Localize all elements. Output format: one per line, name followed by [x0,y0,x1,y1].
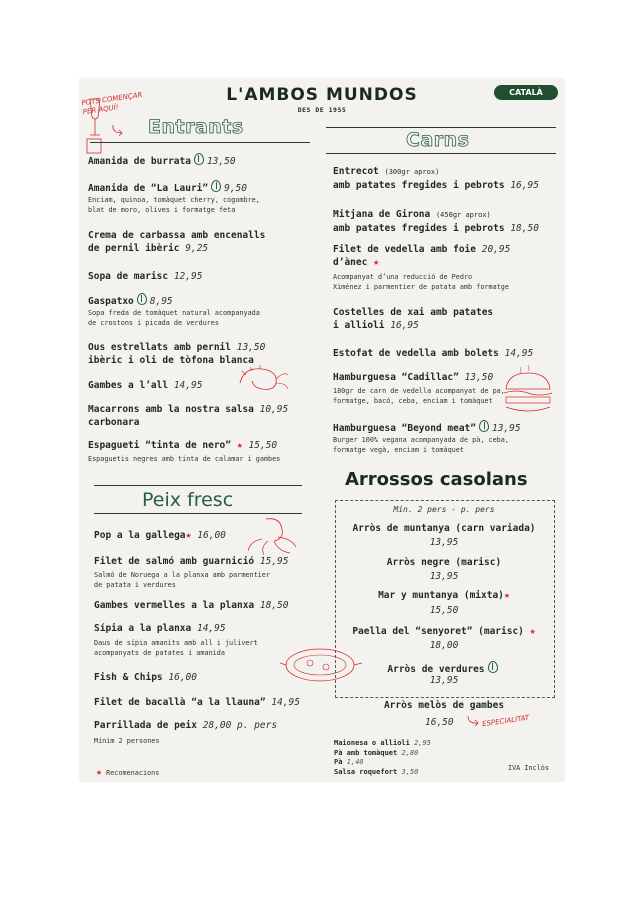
extra-item: Pà amb tomàquet 2,80 [334,748,419,757]
item-description: Sopa freda de tomàquet natural acompanyada de crostons i picada de verdures [88,309,260,327]
menu-page [80,79,564,781]
menu-item: Hamburguesa “Beyond meat” 13,95 [333,420,521,435]
menu-item: Espagueti “tinta de nero” ★ 15,50 [88,440,278,451]
extras-list [334,739,431,777]
recommended-star-icon: ★ [96,767,103,778]
menu-item: Crema de carbassa amb encenalls de pernil ibèric 9,25 [88,230,266,254]
arrow-doodle-icon [110,123,126,137]
menu-item: Sípia a la planxa 14,95 [94,623,226,634]
section-title-peix-fresc: Peix fresc [142,489,234,511]
rice-price: 13,95 [429,537,459,548]
menu-item: Fish & Chips 16,00 [94,672,197,683]
start-here-note: POTS COMENÇAR PER AQUÍ! [81,90,143,117]
menu-item: Estofat de vedella amb bolets 14,95 [333,348,534,359]
vegetarian-leaf-icon [194,153,204,165]
item-description: Espaguetis negres amb tinta de calamar i gambes [88,455,281,463]
item-description: Enciam, quinoa, tomàquet cherry, cogombre, blat de moro, olives i formatge feta [88,196,260,214]
section-title-carns: Carns [406,129,470,151]
item-description: Salmó de Noruega a la planxa amb parmentier de patata i verdures [94,571,270,589]
since-tagline: DES DE 1955 [297,106,347,114]
item-description: 180gr de carn de vedella acompanyat de pa, formatge, bacó, ceba, enciam i tomàquet [333,387,505,405]
arrow-doodle-icon [466,715,480,727]
recommended-star-icon: ★ [503,590,510,601]
menu-item: Hamburguesa “Cadillac” 13,50 [333,372,494,383]
menu-item: Filet de vedella amb foie 20,95 d’ànec ★ [333,244,511,268]
octopus-doodle-icon [238,513,302,561]
vegetarian-leaf-icon [211,180,221,192]
menu-item: Amanida de burrata 13,50 [88,153,236,168]
rice-price: 13,95 [429,571,459,582]
vegetarian-leaf-icon [488,661,498,673]
extra-item: Pà 1,40 [334,758,364,766]
section-title-arrossos: Arrossos casolans [345,469,528,490]
menu-item: Ous estrellats amb pernil 13,50 ibèric i oli de tòfona blanca [88,342,266,366]
rice-price: 15,50 [429,605,459,616]
shrimp-doodle-icon [232,361,290,399]
menu-item: Mitjana de Girona (450gr aprox) amb patates fregides i pebrots 18,50 [333,209,539,234]
recommended-star-icon: ★ [236,440,243,451]
menu-item: Amanida de “La Lauri” 9,50 [88,180,247,195]
rice-price: 13,95 [429,675,459,686]
recommendations-legend: ★ Recomenacions [96,767,160,778]
item-description: Acompanyat d’una reducció de Pedro Ximénez i parmentier de patata amb formatge [333,273,509,291]
divider [326,153,556,154]
recommended-star-icon: ★ [373,257,380,268]
recommended-star-icon: ★ [529,626,536,637]
menu-item: Gambes a l’all 14,95 [88,380,203,391]
rice-item: Paella del “senyoret” (marisc) ★ [352,626,536,637]
menu-item: Gaspatxo 8,95 [88,293,173,308]
rice-price: 18,00 [429,640,459,651]
menu-item: Filet de bacallà “a la llauna” 14,95 [94,697,300,708]
extra-item: Salsa roquefort 3,50 [334,767,419,776]
divider [94,485,302,486]
menu-item: Pop a la gallega★ 16,00 [94,530,226,541]
item-description: Burger 100% vegana acompanyada de pà, ceba, formatge vegà, enciam i tomàquet [333,436,509,454]
menu-item: Entrecot (300gr aprox) amb patates fregides i pebrots 16,95 [333,166,539,191]
glass-doodle-icon [84,95,106,155]
menu-item: Macarrons amb la nostra salsa 10,95 carbonara [88,404,289,428]
rice-item: Arròs de verdures [335,661,553,676]
rice-minimum-note: Mín. 2 pers - p. pers [393,505,495,514]
rice-item: Mar y muntanya (mixta)★ [378,590,510,601]
rice-item-special: Arròs melòs de gambes [383,700,505,711]
menu-item: Parrillada de peix 28,00 p. pers [94,720,278,731]
menu-item: Sopa de marisc 12,95 [88,271,203,282]
rice-price-special: 16,50 [425,717,454,728]
section-title-entrants: Entrants [148,116,244,138]
menu-item: Filet de salmó amb guarnició 15,95 [94,556,289,567]
item-description: Daus de sípia amanits amb all i julivert acompanyats de patates i amanida [94,639,258,657]
vat-note: IVA Inclòs [508,764,549,772]
recommended-star-icon: ★ [185,530,192,541]
language-badge[interactable]: CATALÀ [494,85,558,100]
vegetarian-leaf-icon [137,293,147,305]
rice-item: Arròs negre (marisc) [386,557,502,568]
menu-item: Costelles de xai amb patates i allioli 16,95 [333,307,494,331]
item-description: Mínim 2 persones [94,737,160,745]
restaurant-name: L'AMBOS MUNDOS [226,85,418,105]
extra-item: Maionesa o allioli 2,95 [334,739,431,747]
burger-doodle-icon [500,365,556,425]
menu-item: Gambes vermelles a la planxa 18,50 [94,600,289,611]
divider [90,142,310,143]
rice-item: Arròs de muntanya (carn variada) [352,523,536,534]
vegetarian-leaf-icon [479,420,489,432]
specialty-note: ESPECIALITAT [481,713,530,729]
divider [326,127,556,128]
